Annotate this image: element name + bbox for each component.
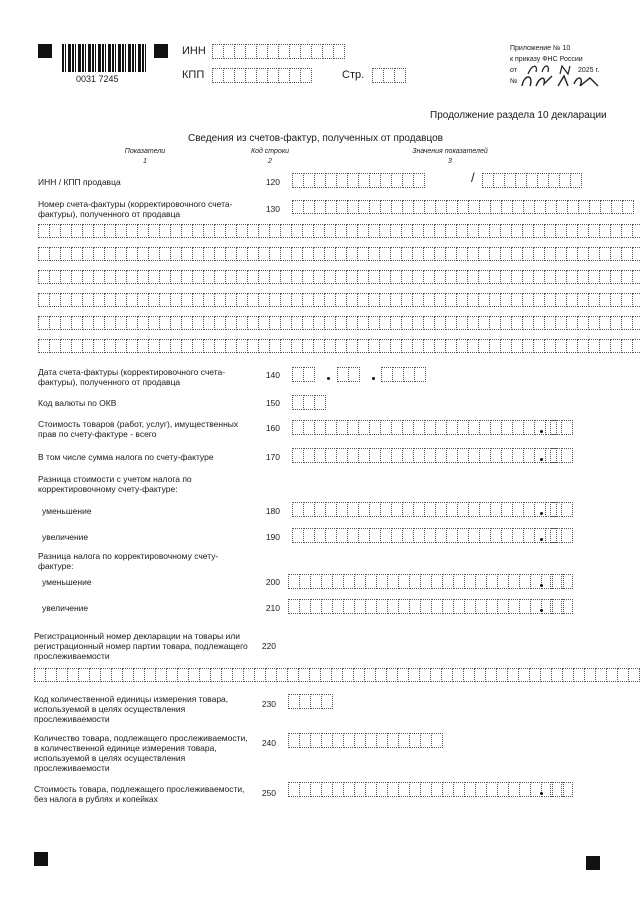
row-220-code: 220 bbox=[261, 641, 276, 651]
row-250-code: 250 bbox=[261, 788, 276, 798]
row-250-rubles-cells[interactable] bbox=[288, 782, 564, 797]
row-200-rubles-cells[interactable] bbox=[288, 574, 564, 589]
handwritten-number bbox=[518, 72, 608, 95]
row-180-rubles-cells[interactable] bbox=[292, 502, 557, 517]
row-240-integer-cells[interactable] bbox=[288, 733, 443, 748]
row-210-label: увеличение bbox=[42, 603, 89, 613]
row-140-day-cells[interactable] bbox=[292, 367, 315, 382]
row-230-cells[interactable] bbox=[288, 694, 333, 709]
row-170-code: 170 bbox=[265, 452, 280, 462]
row-200-label: уменьшение bbox=[42, 577, 92, 587]
inn-label: ИНН bbox=[182, 45, 206, 57]
row-140-label: Дата счета-фактуры (корректировочного счета-фактуры), полученного от продавца bbox=[38, 367, 226, 387]
barcode-number: 0031 7245 bbox=[76, 74, 119, 84]
row-160-code: 160 bbox=[265, 423, 280, 433]
order-text: к приказу ФНС России bbox=[510, 56, 583, 63]
row-240-label: Количество товара, подлежащего прослеживаемости, в количественной единице измерения товара, используемой в целях осуществления прослеживаемости bbox=[34, 733, 248, 773]
kpp-label: КПП bbox=[182, 69, 205, 81]
row-250-decimal-dot bbox=[540, 792, 543, 795]
column-header-1-num: 1 bbox=[143, 158, 147, 165]
diff-tax-label: Разница налога по корректировочному счету-фактуре: bbox=[38, 551, 219, 571]
row-160-rubles-cells[interactable] bbox=[292, 420, 557, 435]
row-130-cells-line-5[interactable] bbox=[38, 316, 640, 330]
row-130-cells-line-4[interactable] bbox=[38, 293, 640, 307]
row-170-kopecks-cells[interactable] bbox=[550, 448, 573, 463]
row-180-code: 180 bbox=[265, 506, 280, 516]
row-220-label: Регистрационный номер декларации на товары или регистрационный номер партии товара, подлежащего прослеживаемости bbox=[34, 631, 248, 661]
row-200-kopecks-cells[interactable] bbox=[550, 574, 573, 589]
row-180-decimal-dot bbox=[540, 512, 543, 515]
row-120-inn-cells[interactable] bbox=[292, 173, 425, 188]
continuation-title: Продолжение раздела 10 декларации bbox=[430, 110, 607, 121]
row-140-dot-2 bbox=[372, 377, 375, 380]
row-130-label: Номер счета-фактуры (корректировочного счета-фактуры), полученного от продавца bbox=[38, 199, 233, 219]
row-190-decimal-dot bbox=[540, 538, 543, 541]
row-130-cells-line-1[interactable] bbox=[38, 224, 640, 238]
row-200-decimal-dot bbox=[540, 584, 543, 587]
row-230-label: Код количественной единицы измерения товара, используемой в целях осуществления прослеживаемости bbox=[34, 694, 229, 724]
row-250-kopecks-cells[interactable] bbox=[550, 782, 573, 797]
appendix-text: Приложение № 10 bbox=[510, 45, 571, 52]
row-160-decimal-dot bbox=[540, 430, 543, 433]
row-130-cells-line-0[interactable] bbox=[292, 200, 634, 214]
row-210-kopecks-cells[interactable] bbox=[550, 599, 573, 614]
row-190-kopecks-cells[interactable] bbox=[550, 528, 573, 543]
column-header-2-num: 2 bbox=[268, 158, 272, 165]
row-120-code: 120 bbox=[265, 177, 280, 187]
row-190-code: 190 bbox=[265, 532, 280, 542]
row-120-kpp-cells[interactable] bbox=[482, 173, 582, 188]
column-header-1: Показатели bbox=[124, 148, 166, 155]
corner-marker-top-left bbox=[38, 44, 52, 58]
row-170-label: В том числе сумма налога по счету-фактуре bbox=[38, 452, 214, 462]
row-240-code: 240 bbox=[261, 738, 276, 748]
barcode bbox=[62, 44, 148, 72]
row-210-rubles-cells[interactable] bbox=[288, 599, 564, 614]
corner-marker-top-right bbox=[154, 44, 168, 58]
row-140-month-cells[interactable] bbox=[337, 367, 360, 382]
year-text: 2025 г. bbox=[578, 67, 600, 74]
row-130-cells-line-6[interactable] bbox=[38, 339, 640, 353]
corner-marker-bottom-right bbox=[586, 856, 600, 870]
row-250-label: Стоимость товара, подлежащего прослеживаемости, без налога в рублях и копейках bbox=[34, 784, 245, 804]
row-220-cells[interactable] bbox=[34, 668, 640, 682]
column-header-3-num: 3 bbox=[448, 158, 452, 165]
row-140-code: 140 bbox=[265, 370, 280, 380]
row-190-rubles-cells[interactable] bbox=[292, 528, 557, 543]
column-header-3: Значения показателей bbox=[412, 148, 488, 155]
row-130-cells-line-2[interactable] bbox=[38, 247, 640, 261]
row-120-slash: / bbox=[471, 170, 475, 185]
row-180-kopecks-cells[interactable] bbox=[550, 502, 573, 517]
row-140-dot-1 bbox=[327, 377, 330, 380]
row-200-code: 200 bbox=[265, 577, 280, 587]
row-130-cells-line-3[interactable] bbox=[38, 270, 640, 284]
row-140-year-cells[interactable] bbox=[381, 367, 426, 382]
row-180-label: уменьшение bbox=[42, 506, 92, 516]
row-160-kopecks-cells[interactable] bbox=[550, 420, 573, 435]
row-120-label: ИНН / КПП продавца bbox=[38, 177, 121, 187]
number-prefix: № bbox=[510, 78, 518, 85]
row-150-label: Код валюты по ОКВ bbox=[38, 398, 117, 408]
row-170-rubles-cells[interactable] bbox=[292, 448, 557, 463]
diff-value-label: Разница стоимости с учетом налога по корректировочному счету-фактуре: bbox=[38, 474, 192, 494]
inn-cells bbox=[212, 44, 345, 59]
row-210-code: 210 bbox=[265, 603, 280, 613]
row-230-code: 230 bbox=[261, 699, 276, 709]
row-210-decimal-dot bbox=[540, 609, 543, 612]
date-prefix: от bbox=[510, 67, 517, 74]
section-title: Сведения из счетов-фактур, полученных от продавцов bbox=[188, 133, 443, 144]
column-header-2: Код строки bbox=[250, 148, 290, 155]
row-170-decimal-dot bbox=[540, 458, 543, 461]
row-150-code: 150 bbox=[265, 398, 280, 408]
kpp-cells bbox=[212, 68, 312, 83]
row-150-cells[interactable] bbox=[292, 395, 326, 410]
corner-marker-bottom-left bbox=[34, 852, 48, 866]
row-190-label: увеличение bbox=[42, 532, 89, 542]
page-label: Стр. bbox=[342, 69, 365, 81]
row-160-label: Стоимость товаров (работ, услуг), имущественных прав по счету-фактуре - всего bbox=[38, 419, 239, 439]
row-130-code: 130 bbox=[265, 204, 280, 214]
page-cells bbox=[372, 68, 406, 83]
